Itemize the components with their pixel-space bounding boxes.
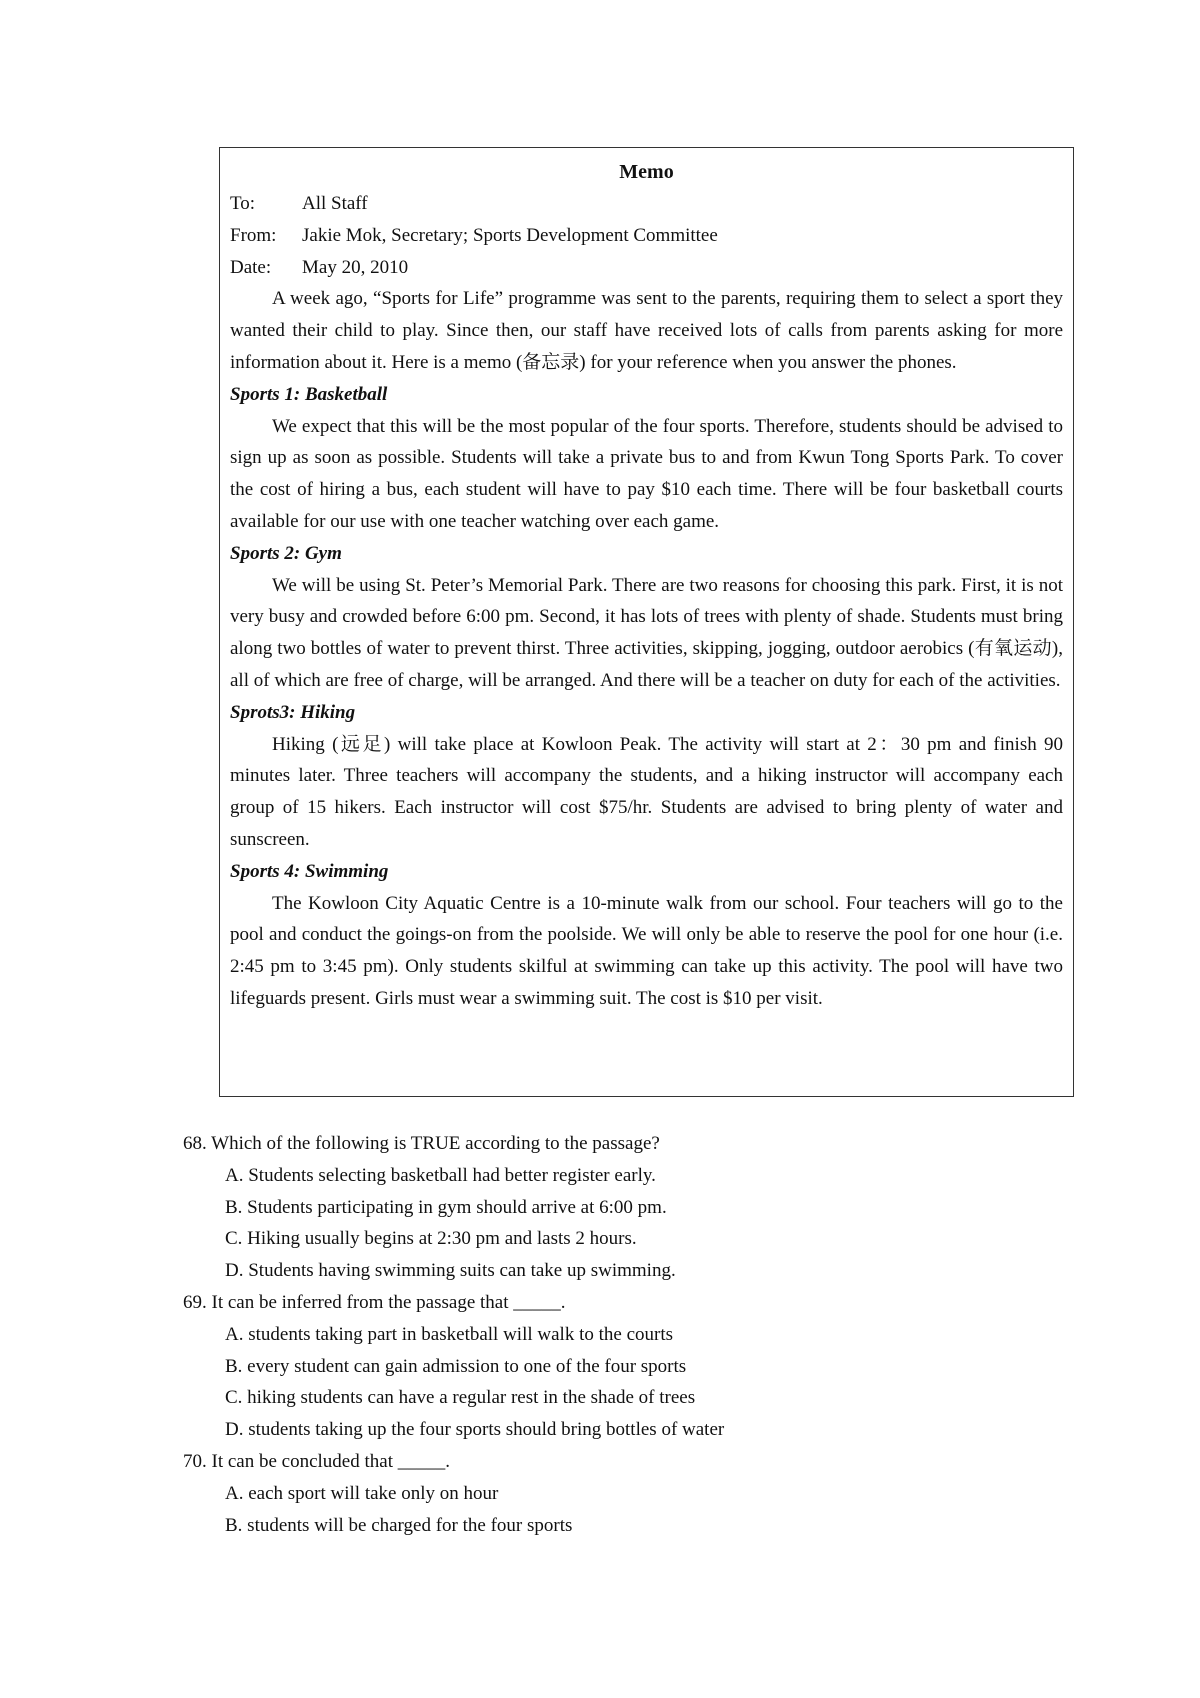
from-value: Jakie Mok, Secretary; Sports Development Committee	[302, 224, 718, 246]
memo-box	[219, 147, 1074, 1097]
date-value: May 20, 2010	[302, 256, 409, 278]
question-stem: 69. It can be inferred from the passage that _____.	[183, 1291, 566, 1313]
section-text-gym: We will be using St. Peter’s Memorial Park. There are two reasons for choosing this park. First, it is not very busy and crowded before 6:00 pm. Second, it has lots of trees with plenty of shade. Students must bring along two bottles of water to prevent thirst. Three activities, skipping, jogging, outdoor aerobics (有氧运动), all of which are free of charge, will be arranged. And there will be a teacher on duty for each of the activities.	[230, 574, 1063, 691]
question-68	[183, 1128, 1083, 1287]
question-stem: 70. It can be concluded that _____.	[183, 1450, 450, 1472]
question-70	[183, 1446, 1083, 1541]
option-68-b: B. Students participating in gym should arrive at 6:00 pm.	[225, 1196, 667, 1218]
memo-date-row	[230, 252, 1063, 284]
section-title-gym: Sports 2: Gym	[230, 542, 342, 564]
memo-from-row	[230, 220, 1063, 252]
memo-intro: A week ago, “Sports for Life” programme was sent to the parents, requiring them to select a sport they wanted their child to play. Since then, our staff have received lots of calls from parents asking for more information about it. Here is a memo (备忘录) for your reference when you answer the phones.	[230, 288, 1063, 373]
question-69	[183, 1287, 1083, 1446]
option-69-b: B. every student can gain admission to one of the four sports	[225, 1355, 687, 1377]
option-69-a: A. students taking part in basketball will walk to the courts	[225, 1323, 674, 1345]
question-stem: 68. Which of the following is TRUE according to the passage?	[183, 1133, 660, 1154]
from-label: From:	[230, 224, 277, 246]
memo-body	[230, 188, 1063, 1015]
option-68-a: A. Students selecting basketball had better register early.	[225, 1164, 656, 1186]
questions	[183, 1128, 1083, 1541]
date-label: Date:	[230, 256, 272, 278]
option-70-b: B. students will be charged for the four sports	[225, 1514, 573, 1536]
section-text-swimming: The Kowloon City Aquatic Centre is a 10-minute walk from our school. Four teachers will go to the pool and conduct the goings-on from the poolside. We will only be able to reserve the pool for one hour (i.e. 2:45 pm to 3:45 pm). Only students skilful at swimming can take up this activity. The pool will have two lifeguards present. Girls must wear a swimming suit. The cost is $10 per visit.	[230, 892, 1063, 1009]
option-68-d: D. Students having swimming suits can take up swimming.	[225, 1260, 676, 1282]
option-69-c: C. hiking students can have a regular rest in the shade of trees	[225, 1387, 696, 1409]
section-text-basketball: We expect that this will be the most popular of the four sports. Therefore, students should be advised to sign up as soon as possible. Students will take a private bus to and from Kwun Tong Sports Park. To cover the cost of hiring a bus, each student will have to pay $10 each time. There will be four basketball courts available for our use with one teacher watching over each game.	[230, 415, 1063, 532]
to-value: All Staff	[302, 193, 368, 214]
section-text-hiking: Hiking (远足) will take place at Kowloon Peak. The activity will start at 2：30 pm and finish 90 minutes later. Three teachers will accompany the students, and a hiking instructor will accompany each group of 15 hikers. Each instructor will cost $75/hr. Students are advised to bring plenty of water and sunscreen.	[230, 733, 1063, 850]
memo-title: Memo	[619, 161, 674, 183]
option-70-a: A. each sport will take only on hour	[225, 1482, 499, 1504]
section-title-swimming: Sports 4: Swimming	[230, 860, 389, 882]
option-69-d: D. students taking up the four sports should bring bottles of water	[225, 1419, 725, 1441]
to-label: To:	[230, 193, 256, 214]
section-title-basketball: Sports 1: Basketball	[230, 383, 388, 405]
option-68-c: C. Hiking usually begins at 2:30 pm and lasts 2 hours.	[225, 1228, 637, 1250]
section-title-hiking: Sprots3: Hiking	[230, 701, 356, 723]
memo-to-row	[230, 188, 1063, 220]
